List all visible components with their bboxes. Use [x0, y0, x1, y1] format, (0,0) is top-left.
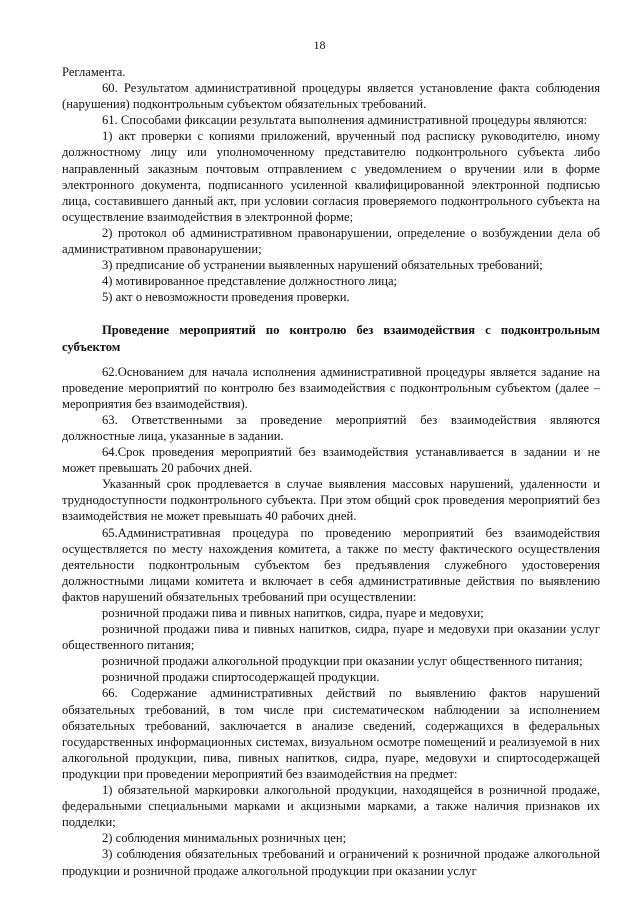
list-item-beer-catering: розничной продажи пива и пивных напитков, сидра, пуаре и медовухи при оказании услуг общественного питания;	[62, 622, 600, 653]
list-item-1: 1) акт проверки с копиями приложений, врученный под расписку руководителю, иному должностному лицу или уполномоченному представителю подконтрольного субъекта либо направленный заказным почтовым отправлением с уведомлением о вручении или в форме электронного документа, подписанного усиленной квалифицированной электронной подписью лица, составившего данный акт, при условии согласия проверяемого подконтрольного субъекта на осуществление взаимодействия в электронной форме;	[62, 129, 600, 224]
paragraph-61: 61. Способами фиксации результата выполнения административной процедуры являются:	[102, 113, 588, 128]
page-number: 18	[313, 38, 326, 52]
list-item-3: 3) предписание об устранении выявленных нарушений обязательных требований;	[102, 258, 543, 273]
paragraph-reglament-tail: Регламента.	[62, 65, 126, 79]
list-item-alcohol-catering: розничной продажи алкогольной продукции при оказании услуг общественного питания;	[102, 654, 583, 669]
list-item-min-prices: 2) соблюдения минимальных розничных цен;	[102, 831, 347, 846]
list-item-marking: 1) обязательной маркировки алкогольной продукции, находящейся в розничной продаже, федеральными специальными марками и акцизными марками, а также наличия признаков их подделки;	[62, 783, 600, 830]
paragraph-60: 60. Результатом административной процедуры является установление факта соблюдения (нарушения) подконтрольным субъектом обязательных требований.	[62, 81, 600, 112]
paragraph-65: 65.Административная процедура по проведению мероприятий без взаимодействия осуществляется по месту нахождения комитета, а также по месту фактического осуществления деятельности подконтрольным субъектом без предъявления служебного удостоверения должностными лицами комитета и включает в себя административные действия по выявлению фактов нарушений обязательных требований при осуществлении:	[62, 525, 600, 604]
list-item-4: 4) мотивированное представление должностного лица;	[102, 274, 398, 289]
section-gap	[62, 305, 600, 322]
paragraph-64-extension: Указанный срок продлевается в случае выявления массовых нарушений, удаленности и труднодоступности подконтрольного субъекта. При этом общий срок проведения мероприятий без взаимодействия не может превышать 40 рабочих дней.	[62, 477, 600, 524]
paragraph-63: 63. Ответственными за проведение мероприятий без взаимодействия являются должностные лица, указанные в задании.	[62, 412, 600, 443]
list-item-spirits-sale: розничной продажи спиртосодержащей продукции.	[102, 670, 380, 685]
list-item-2: 2) протокол об административном правонарушении, определение о возбуждении дела об административном правонарушении;	[62, 225, 600, 257]
section-heading: Проведение мероприятий по контролю без взаимодействия с подконтрольным субъектом	[62, 323, 600, 354]
list-item-requirements: 3) соблюдения обязательных требований и ограничений к розничной продаже алкогольной продукции и розничной продаже алкогольной продукции при оказании услуг	[62, 847, 600, 878]
paragraph-62: 62.Основанием для начала исполнения административной процедуры является задание на проведение мероприятий по контролю без взаимодействия с подконтрольным субъектом (далее – мероприятия без взаимодействия).	[62, 364, 600, 411]
list-item-beer-sale: розничной продажи пива и пивных напитков, сидра, пуаре и медовухи;	[102, 606, 484, 620]
paragraph-64: 64.Срок проведения мероприятий без взаимодействия устанавливается в задании и не может превышать 20 рабочих дней.	[62, 445, 600, 476]
document-body	[62, 64, 600, 879]
paragraph-66: 66. Содержание административных действий по выявлению фактов нарушений обязательных требований, в том числе при систематическом наблюдении за исполнением обязательных требований, заключается в анализе сведений, содержащихся в федеральных государственных информационных системах, визуальном осмотре помещений и реализуемой в них алкогольной продукции, пива, пивных напитков, сидра, пуаре, медовухи и спиртосодержащей продукции при проведении мероприятий без взаимодействия на предмет:	[62, 686, 600, 781]
list-item-5: 5) акт о невозможности проведения проверки.	[102, 290, 350, 305]
